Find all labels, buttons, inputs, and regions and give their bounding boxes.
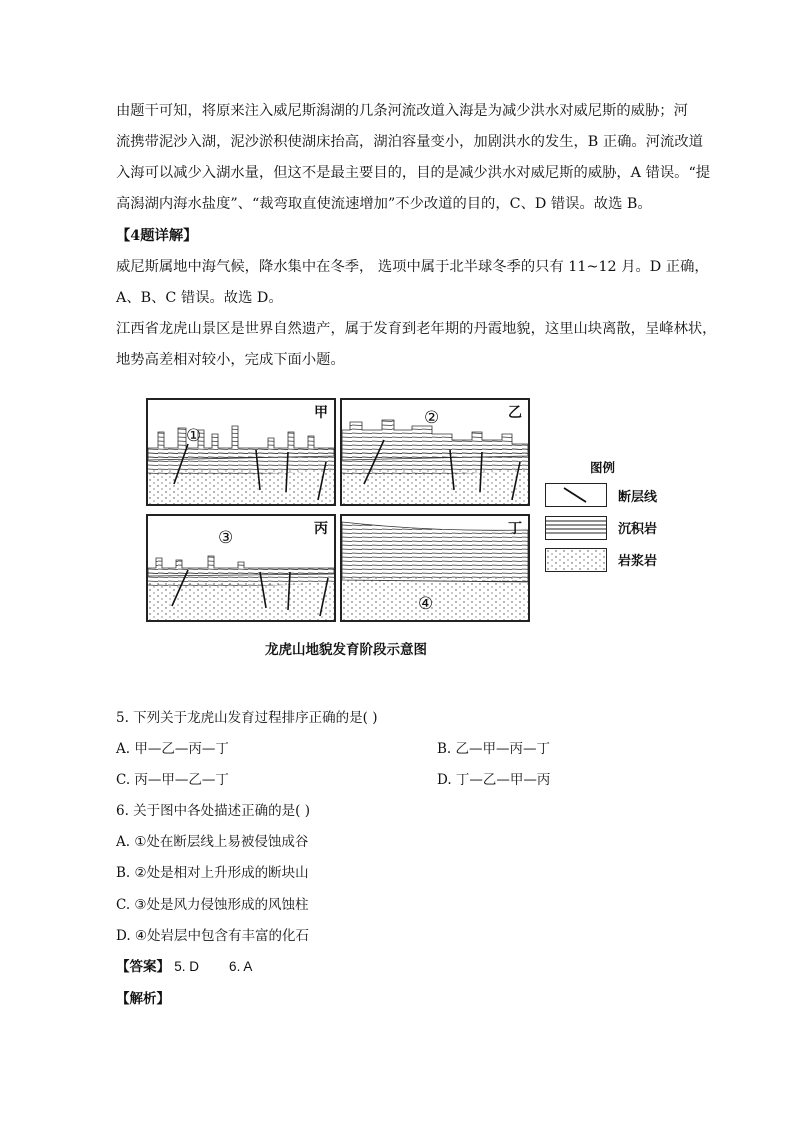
question-6-stem: 6. 关于图中各处描述正确的是( ) <box>116 803 310 819</box>
legend-igneous-label: 岩浆岩 <box>618 554 658 569</box>
marker-2: ② <box>424 408 440 428</box>
q6-option-c[interactable]: C. ③处是风力侵蚀形成的风蚀柱 <box>116 897 309 913</box>
panel-bing-drawing <box>148 516 334 620</box>
text-line: 入海可以减少入湖水量，但这不是最主要目的，目的是减少洪水对威尼斯的威胁，A 错误。“提 <box>116 165 711 181</box>
panel-ding-drawing <box>342 516 528 620</box>
q6-option-a[interactable]: A. ①处在断层线上易被侵蚀成谷 <box>116 834 309 850</box>
text-line: 江西省龙虎山景区是世界自然遗产，属于发育到老年期的丹霞地貌，这里山块离散，呈峰林状， <box>116 321 717 337</box>
legend-fault-swatch <box>545 483 607 507</box>
analysis-paragraph-4 <box>116 252 709 314</box>
figure-caption: 龙虎山地貌发育阶段示意图 <box>265 642 427 658</box>
marker-4: ④ <box>418 594 434 614</box>
text-line: A、B、C 错误。故选 D。 <box>116 290 283 306</box>
text-line: 威尼斯属地中海气候，降水集中在冬季， 选项中属于北半球冬季的只有 11~12 月。D 正确， <box>116 259 709 275</box>
q6-option-b[interactable]: B. ②处是相对上升形成的断块山 <box>116 865 309 881</box>
q5-option-c[interactable]: C. 丙—甲—乙—丁 <box>116 772 229 788</box>
legend-title: 图例 <box>590 460 616 475</box>
q5-option-d[interactable]: D. 丁—乙—甲—丙 <box>437 772 551 788</box>
panel-jia-drawing <box>148 400 334 504</box>
question-5-stem: 5. 下列关于龙虎山发育过程排序正确的是( ) <box>116 710 378 726</box>
legend-fault-label: 断层线 <box>618 490 658 505</box>
analysis-paragraph-3 <box>116 96 711 220</box>
panel-label: 丙 <box>314 521 328 537</box>
answer-label: 【答案】 <box>116 959 170 975</box>
question-4-heading: 【4题详解】 <box>116 228 198 244</box>
panel-label: 甲 <box>314 405 328 421</box>
marker-3: ③ <box>218 528 234 548</box>
answer-row <box>116 955 252 975</box>
legend-igneous-swatch <box>545 548 607 572</box>
legend-sedimentary-swatch <box>545 516 607 540</box>
answer-text: 5. D 6. A <box>174 959 253 974</box>
legend-sedimentary-label: 沉积岩 <box>618 522 658 537</box>
marker-1: ① <box>186 426 202 446</box>
question-intro <box>116 314 717 376</box>
panel-jia <box>146 398 336 506</box>
text-line: 流携带泥沙入湖，泥沙淤积使湖床抬高，湖泊容量变小，加剧洪水的发生，B 正确。河流改道 <box>116 134 703 150</box>
q6-option-d[interactable]: D. ④处岩层中包含有丰富的化石 <box>116 928 310 944</box>
panel-ding <box>340 514 530 622</box>
q5-option-a[interactable]: A. 甲—乙—丙—丁 <box>116 741 229 757</box>
panel-yi <box>340 398 530 506</box>
text-line: 由题干可知，将原来注入威尼斯潟湖的几条河流改道入海是为减少洪水对威尼斯的威胁；河 <box>116 103 688 119</box>
panel-label: 乙 <box>508 405 522 421</box>
analysis-label: 【解析】 <box>116 991 170 1007</box>
panel-bing <box>146 514 336 622</box>
panel-label: 丁 <box>508 521 522 537</box>
text-line: 地势高差相对较小，完成下面小题。 <box>116 352 345 368</box>
text-line: 高潟湖内海水盐度”、“裁弯取直使流速增加”不少改道的目的，C、D 错误。故选 B。 <box>116 196 652 212</box>
q5-option-b[interactable]: B. 乙—甲—丙—丁 <box>437 741 551 757</box>
